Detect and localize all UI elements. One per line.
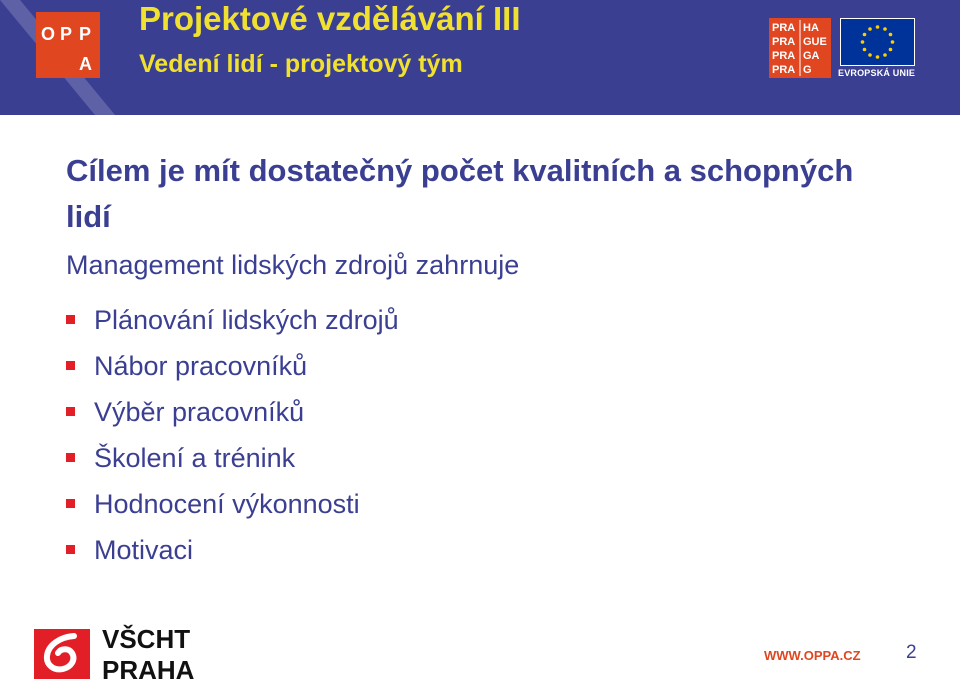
square-bullet-icon bbox=[66, 407, 75, 416]
svg-text:PRA: PRA bbox=[772, 36, 796, 48]
presentation-title: Projektové vzdělávání III bbox=[139, 0, 521, 37]
vscht-logo-icon bbox=[34, 629, 90, 679]
svg-text:G: G bbox=[803, 64, 812, 76]
bullet-item bbox=[66, 435, 399, 481]
eu-flag-icon bbox=[840, 18, 915, 66]
page-number: 2 bbox=[906, 642, 917, 663]
bullet-text: Motivaci bbox=[94, 535, 194, 565]
presentation-subtitle: Vedení lidí - projektový tým bbox=[139, 50, 463, 78]
square-bullet-icon bbox=[66, 499, 75, 508]
school-name-line1: VŠCHT bbox=[102, 624, 191, 654]
eu-label: EVROPSKÁ UNIE bbox=[838, 68, 916, 78]
bullet-text: Nábor pracovníků bbox=[94, 351, 308, 381]
header-bar bbox=[0, 0, 960, 115]
bullet-list bbox=[66, 297, 399, 573]
svg-text:HA: HA bbox=[803, 22, 819, 34]
bullet-text: Výběr pracovníků bbox=[94, 397, 305, 427]
bullet-item bbox=[66, 527, 399, 573]
bullet-text: Hodnocení výkonnosti bbox=[94, 489, 360, 519]
svg-text:P: P bbox=[79, 24, 92, 44]
bullet-text: Školení a trénink bbox=[94, 443, 296, 473]
school-name-line2: PRAHA bbox=[102, 655, 195, 685]
svg-text:PRA: PRA bbox=[772, 50, 796, 62]
bullet-item bbox=[66, 389, 399, 435]
svg-text:PRA: PRA bbox=[772, 22, 796, 34]
svg-text:PRA: PRA bbox=[772, 64, 796, 76]
svg-text:P: P bbox=[60, 24, 73, 44]
bullet-item bbox=[66, 481, 399, 527]
square-bullet-icon bbox=[66, 315, 75, 324]
square-bullet-icon bbox=[66, 453, 75, 462]
intro-text: Management lidských zdrojů zahrnuje bbox=[66, 250, 520, 280]
svg-text:A: A bbox=[79, 54, 92, 74]
bullet-item bbox=[66, 297, 399, 343]
praha-logo bbox=[769, 18, 831, 78]
bullet-text: Plánování lidských zdrojů bbox=[94, 305, 399, 335]
oppa-logo bbox=[36, 12, 100, 78]
square-bullet-icon bbox=[66, 361, 75, 370]
slide-heading: Cílem je mít dostatečný počet kvalitních a schopných lidí bbox=[66, 153, 854, 234]
svg-text:GA: GA bbox=[803, 50, 820, 62]
square-bullet-icon bbox=[66, 545, 75, 554]
bullet-item bbox=[66, 343, 399, 389]
svg-text:O: O bbox=[41, 24, 56, 44]
svg-text:GUE: GUE bbox=[803, 36, 827, 48]
footer-url-link[interactable]: WWW.OPPA.CZ bbox=[764, 648, 861, 663]
